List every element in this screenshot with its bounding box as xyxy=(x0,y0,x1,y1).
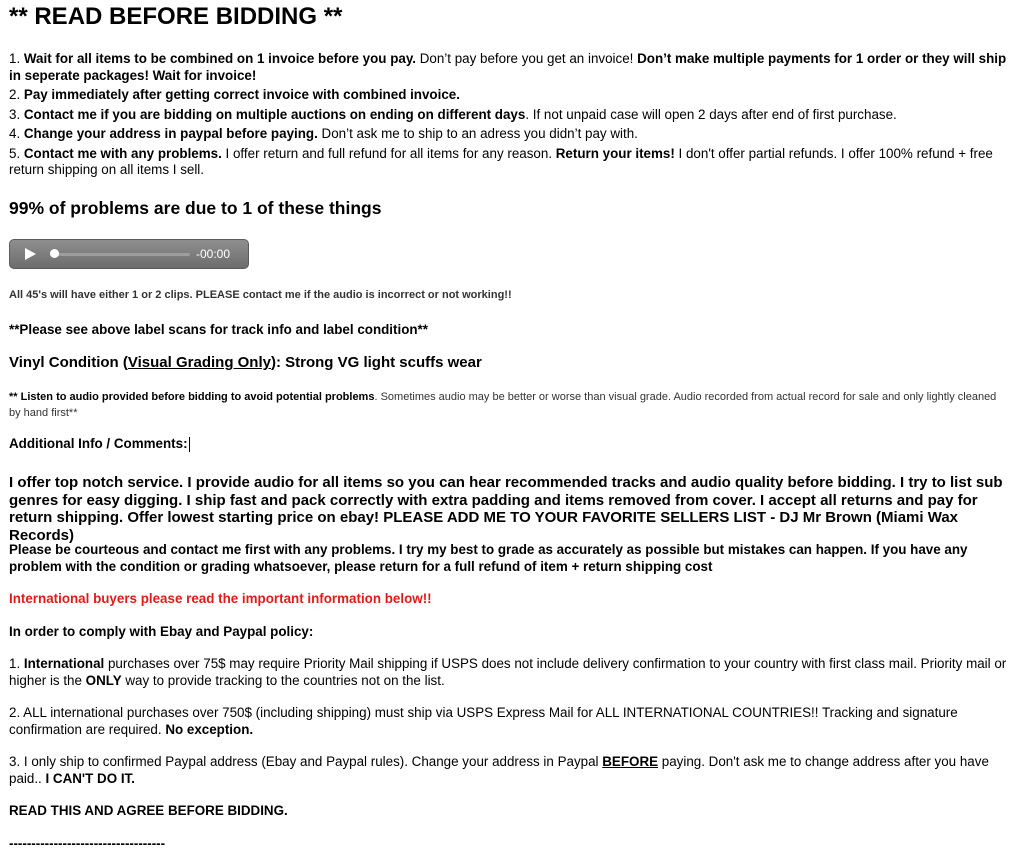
courteous-paragraph: Please be courteous and contact me first with any problems. I try my best to grade as accurately as possible but mistakes can happen. If you have any problem with the condition or grading whatsoever, please return for a full refund of item + return shipping cost xyxy=(9,542,968,574)
play-icon[interactable] xyxy=(25,248,36,260)
international-warning: International buyers please read the important information below!! xyxy=(9,591,432,606)
page-title: ** READ BEFORE BIDDING ** xyxy=(9,3,343,30)
agree-note: READ THIS AND AGREE BEFORE BIDDING. xyxy=(9,803,288,818)
rule-item: 1. Wait for all items to be combined on 1 invoice before you pay. Don’t pay before you get an invoice! Don’t make multiple payments for 1 order or they will ship in seperate packages! Wait for invoice! xyxy=(9,51,1007,83)
audio-player[interactable] xyxy=(9,239,249,269)
policy-heading: In order to comply with Ebay and Paypal policy: xyxy=(9,624,314,639)
audio-time: -00:00 xyxy=(196,247,231,261)
vinyl-condition: Vinyl Condition (Visual Grading Only): Strong VG light scuffs wear xyxy=(9,354,482,371)
policy-item-1: 1. International purchases over 75$ may require Priority Mail shipping if USPS does not include delivery confirmation to your country with first class mail. Priority mail or higher is the ONLY way to provide tracking to the countries not on the list. xyxy=(9,656,1007,688)
listen-note: ** Listen to audio provided before bidding to avoid potential problems. Sometimes audio may be better or worse than visual grade. Audio recorded from actual record for sale and only lightly cleaned by hand first** xyxy=(9,391,997,419)
rule-item: 3. Contact me if you are bidding on multiple auctions on ending on different days. If not unpaid case will open 2 days after end of first purchase. xyxy=(9,106,897,122)
visual-grading-link[interactable]: Visual Grading Only xyxy=(127,354,271,371)
rule-item: 4. Change your address in paypal before paying. Don’t ask me to ship to an adress you didn’t pay with. xyxy=(9,126,638,141)
policy-item-2: 2. ALL international purchases over 750$ (including shipping) must ship via USPS Express Mail for ALL INTERNATIONAL COUNTRIES!! Tracking and signature confirmation are required. No exception. xyxy=(9,705,958,737)
audio-progress-track[interactable] xyxy=(54,253,190,256)
problems-heading: 99% of problems are due to 1 of these things xyxy=(9,198,382,218)
policy-item-3: 3. I only ship to confirmed Paypal address (Ebay and Paypal rules). Change your address in Paypal BEFORE paying. Don't ask me to change address after you have paid.. I CAN'T DO IT. xyxy=(9,754,989,786)
rules-list xyxy=(9,51,1009,182)
additional-info-label: Additional Info / Comments: xyxy=(9,436,188,451)
service-paragraph: I offer top notch service. I provide audio for all items so you can hear recommended tracks and audio quality before bidding. I try to list sub genres for easy digging. I ship fast and pack correctly with extra padding and items removed from cover. I accept all returns and pay for return shipping. Offer lowest starting price on ebay! PLEASE ADD ME TO YOUR FAVORITE SELLERS LIST - DJ Mr Brown (Miami Wax Records) xyxy=(9,474,1003,544)
label-scan-note: **Please see above label scans for track info and label condition** xyxy=(9,322,428,337)
audio-scrubber-handle[interactable] xyxy=(50,249,59,258)
divider-line: ----------------------------------- xyxy=(9,836,166,851)
text-cursor xyxy=(189,437,190,452)
clips-note: All 45's will have either 1 or 2 clips. PLEASE contact me if the audio is incorrect or not working!! xyxy=(9,289,512,301)
rule-item: 2. Pay immediately after getting correct invoice with combined invoice. xyxy=(9,87,460,102)
rule-item: 5. Contact me with any problems. I offer return and full refund for all items for any reason. Return your items! I don't offer partial refunds. I offer 100% refund + free return shipping on all items I sell. xyxy=(9,145,993,177)
